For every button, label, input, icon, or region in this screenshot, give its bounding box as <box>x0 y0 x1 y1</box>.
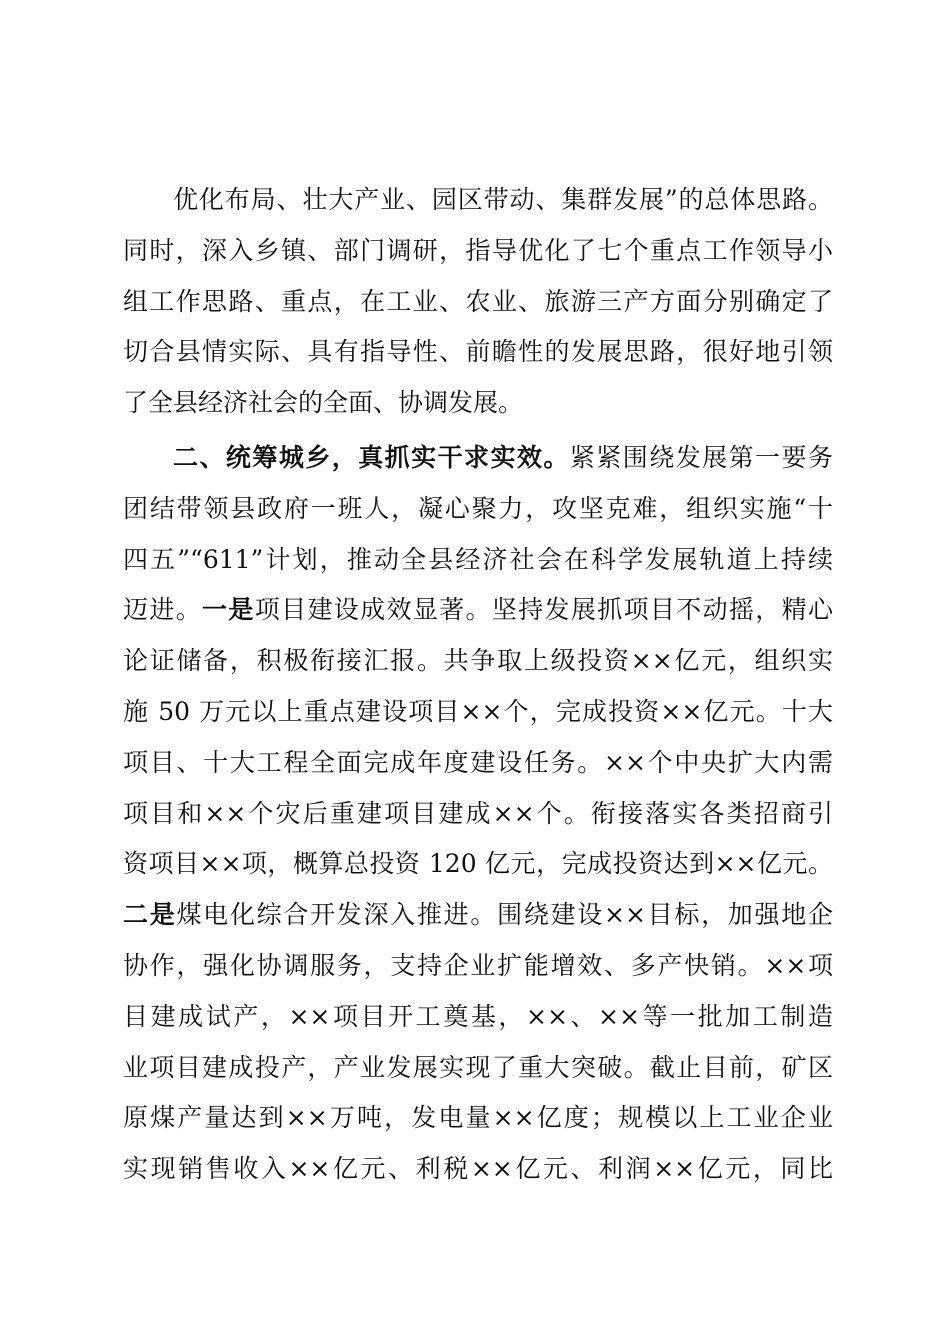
paragraph-line: 组工作思路、重点，在工业、农业、旅游三产方面分别确定了 <box>123 286 833 316</box>
paragraph-line: 同时，深入乡镇、部门调研，指导优化了七个重点工作领导小 <box>123 235 833 265</box>
paragraph-line: 目建成试产，××项目开工奠基，××、××等一批加工制造 <box>123 1001 833 1031</box>
paragraph-line: 原煤产量达到××万吨，发电量××亿度；规模以上工业企业 <box>123 1103 833 1133</box>
paragraph-line: 实现销售收入××亿元、利税××亿元、利润××亿元，同比 <box>123 1154 833 1184</box>
paragraph-line: 项目和××个灾后重建项目建成××个。衔接落实各类招商引 <box>123 798 833 828</box>
paragraph-line: 切合县情实际、具有指导性、前瞻性的发展思路，很好地引领 <box>123 337 833 367</box>
paragraph-line: 施 50 万元以上重点建设项目××个，完成投资××亿元。十大 <box>123 696 833 726</box>
section-heading: 二、统筹城乡，真抓实干求实效。 <box>173 442 570 472</box>
paragraph-line: 协作，强化协调服务，支持企业扩能增效、多产快销。××项 <box>123 950 833 980</box>
paragraph-line: 了全县经济社会的全面、协调发展。 <box>123 388 524 418</box>
line-rest: 项目建设成效显著。坚持发展抓项目不动摇，精心 <box>254 595 833 625</box>
point-one-label: 一是 <box>202 595 255 625</box>
paragraph-line: 资项目××项，概算总投资 120 亿元，完成投资达到××亿元。 <box>123 849 833 879</box>
point-two-label: 二是 <box>123 900 177 930</box>
line-prefix: 迈进。 <box>123 595 203 625</box>
section-heading-rest: 紧紧围绕发展第一要务 <box>569 442 833 472</box>
paragraph-line: 业项目建成投产，产业发展实现了重大突破。截止目前，矿区 <box>123 1052 833 1082</box>
paragraph-line: 团结带领县政府一班人，凝心聚力，攻坚克难，组织实施“十 <box>123 493 833 523</box>
paragraph-line <box>123 585 833 636</box>
section-heading-line <box>123 433 833 484</box>
paragraph-line <box>123 890 833 941</box>
paragraph-line: 项目、十大工程全面完成年度建设任务。××个中央扩大内需 <box>123 747 833 777</box>
paragraph-line: 论证储备，积极衔接汇报。共争取上级投资××亿元，组织实 <box>123 646 833 676</box>
body-text <box>123 175 833 1195</box>
paragraph-line: 四五”“611”计划，推动全县经济社会在科学发展轨道上持续 <box>123 544 833 574</box>
paragraph-line: 优化布局、壮大产业、园区带动、集群发展”的总体思路。 <box>173 185 833 214</box>
line-rest: 煤电化综合开发深入推进。围绕建设××目标，加强地企 <box>176 900 833 930</box>
